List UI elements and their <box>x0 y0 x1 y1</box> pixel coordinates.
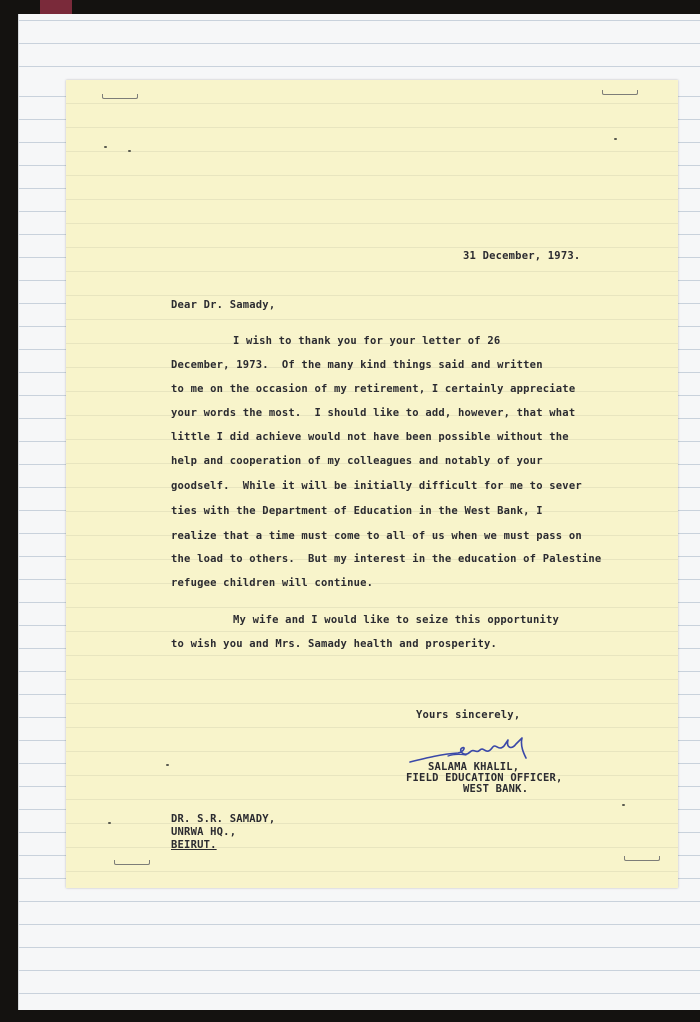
body-line: to wish you and Mrs. Samady health and prosperity. <box>171 638 498 650</box>
body-line: My wife and I would like to seize this opportunity <box>233 614 560 626</box>
paper-speck <box>614 138 617 140</box>
closing: Yours sincerely, <box>416 709 521 721</box>
paper-speck <box>128 150 131 152</box>
letter-date: 31 December, 1973. <box>463 250 581 262</box>
body-line: refugee children will continue. <box>171 577 374 589</box>
body-line: I wish to thank you for your letter of 26 <box>233 335 501 347</box>
folder-tab-marker <box>40 0 72 14</box>
addressee-name: DR. S.R. SAMADY, <box>171 813 276 825</box>
addressee-org: UNRWA HQ., <box>171 826 237 838</box>
body-line: December, 1973. Of the many kind things said and written <box>171 359 543 371</box>
paper-speck <box>622 804 625 806</box>
signatory-name: SALAMA KHALIL, <box>428 761 520 773</box>
body-line: to me on the occasion of my retirement, I certainly appreciate <box>171 383 576 395</box>
body-line: the load to others. But my interest in the education of Palestine <box>171 553 602 565</box>
addressee-city: BEIRUT. <box>171 839 217 851</box>
signatory-location: WEST BANK. <box>463 783 529 795</box>
signatory-title: FIELD EDUCATION OFFICER, <box>406 772 563 784</box>
salutation: Dear Dr. Samady, <box>171 299 276 311</box>
staple-top-left <box>102 94 138 99</box>
staple-bottom-left <box>114 860 150 865</box>
body-line: little I did achieve would not have been possible without the <box>171 431 569 443</box>
body-line: ties with the Department of Education in the West Bank, I <box>171 505 543 517</box>
paper-speck <box>108 822 111 824</box>
paper-speck <box>166 764 169 766</box>
body-line: realize that a time must come to all of us when we must pass on <box>171 530 582 542</box>
staple-top-right <box>602 90 638 95</box>
body-line: your words the most. I should like to add, however, that what <box>171 407 576 419</box>
body-line: help and cooperation of my colleagues and notably of your <box>171 455 543 467</box>
staple-bottom-right <box>624 856 660 861</box>
body-line: goodself. While it will be initially difficult for me to sever <box>171 480 582 492</box>
paper-speck <box>104 146 107 148</box>
